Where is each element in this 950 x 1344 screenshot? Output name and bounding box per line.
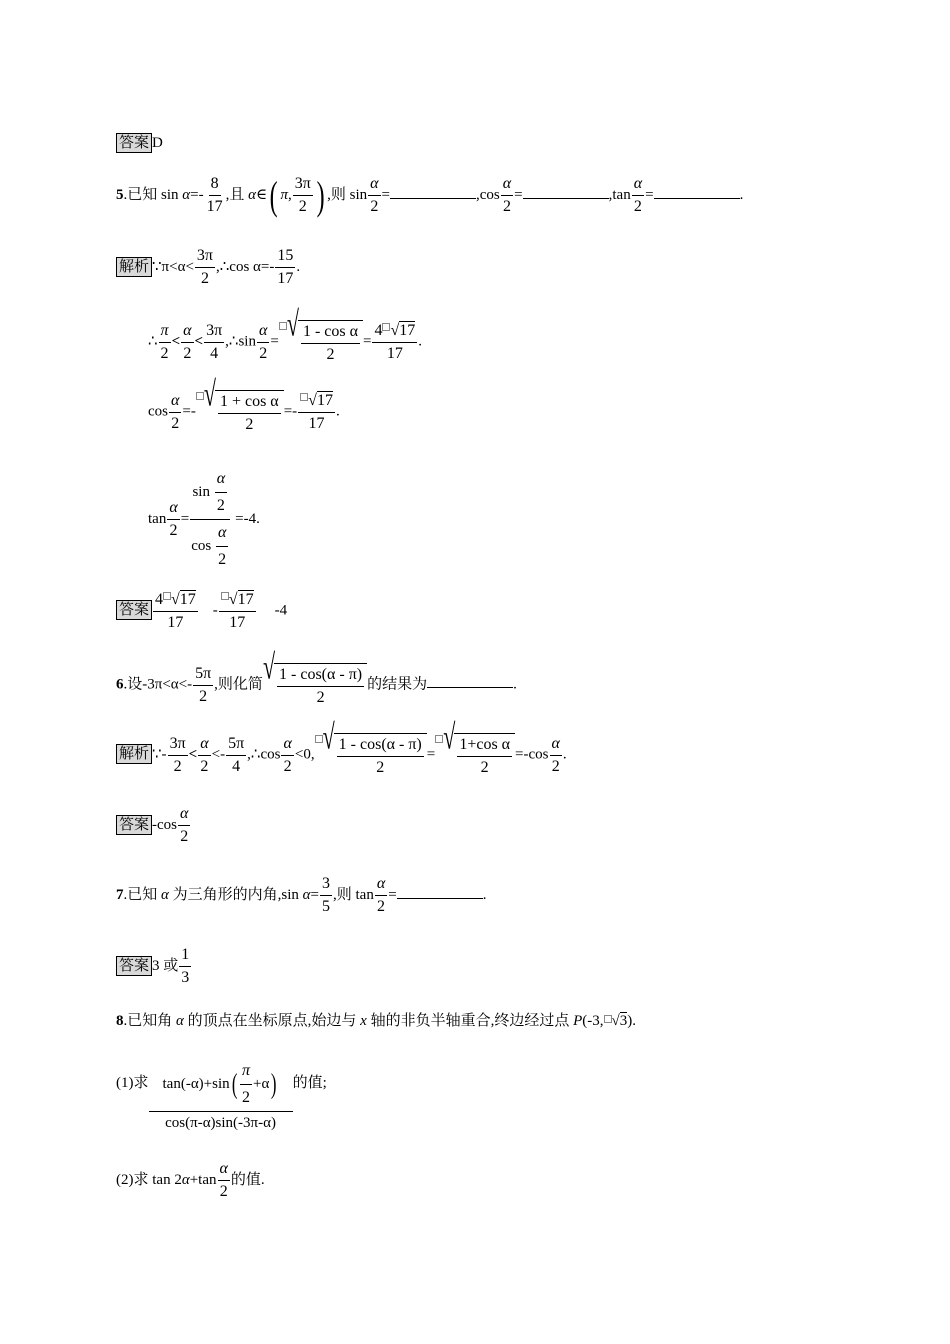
compound-fraction xyxy=(149,1062,293,1131)
text: = xyxy=(388,886,397,903)
therefore: ∴ xyxy=(148,333,158,350)
den: 17 xyxy=(277,270,294,287)
fraction-alpha-2 xyxy=(169,392,181,433)
text: ,∴sin xyxy=(225,333,256,350)
text: 的值. xyxy=(230,1171,265,1188)
question-8-part-1 xyxy=(116,1062,327,1131)
placeholder-box-icon xyxy=(196,392,204,400)
question-8: 8.已知角 α 的顶点在坐标原点,始边与 x 轴的非负半轴重合,终边经过点 P(-3, √3). xyxy=(116,1013,636,1029)
eq: = xyxy=(270,333,279,350)
compound-fraction xyxy=(189,470,231,569)
fraction-alpha-2 xyxy=(178,805,190,846)
alpha: α xyxy=(248,186,256,203)
num: π xyxy=(159,322,171,343)
text: . xyxy=(562,746,567,763)
den: 3 xyxy=(181,969,190,986)
num: 3π xyxy=(168,735,188,756)
den: 2 xyxy=(169,522,178,539)
radical-sign-icon: √ xyxy=(262,646,276,687)
text: +α xyxy=(252,1075,270,1092)
fraction-pi-2 xyxy=(240,1062,252,1107)
fraction-15-17 xyxy=(275,247,295,288)
text: . xyxy=(335,403,340,420)
num: α xyxy=(218,1160,230,1181)
answer-frac-1: $\frac{4 √17}{17}$ xyxy=(155,591,196,631)
text: ,则化简 xyxy=(214,676,263,693)
den: 2 xyxy=(160,344,169,362)
text: . xyxy=(513,676,517,693)
text: ,则 sin xyxy=(327,186,368,203)
point-P: P xyxy=(573,1013,583,1029)
question-number: 6 xyxy=(116,676,124,693)
num: α xyxy=(632,175,644,196)
text: 3 或 xyxy=(152,957,179,974)
den: 2 xyxy=(200,757,209,775)
fraction-alpha-2 xyxy=(257,322,269,363)
fraction-5pi-4 xyxy=(226,735,246,776)
text: ∵- xyxy=(152,746,167,763)
num: α xyxy=(178,805,190,826)
den: 2 xyxy=(245,416,254,433)
den: 2 xyxy=(316,689,325,706)
text: (-3, xyxy=(582,1013,604,1029)
solution-tag: 解析 xyxy=(116,744,152,764)
num: α xyxy=(198,735,210,756)
num: α xyxy=(169,392,181,413)
placeholder-box-icon xyxy=(435,735,443,743)
text: =- xyxy=(283,403,298,420)
fraction-alpha-2 xyxy=(181,322,193,363)
num: 3π xyxy=(204,322,224,343)
answer-tag: 答案 xyxy=(116,600,152,620)
den: 2 xyxy=(180,828,189,845)
num: 1 - cos α xyxy=(301,323,360,344)
alpha: α xyxy=(182,186,191,203)
answer-blank[interactable] xyxy=(523,197,609,199)
text: =- xyxy=(182,403,196,420)
text: .已知 xyxy=(123,886,162,903)
question-number: 8 xyxy=(116,1013,124,1029)
answer-value: -4 xyxy=(274,602,288,619)
fraction xyxy=(457,736,512,777)
text: =- xyxy=(190,186,204,203)
paren-open: ( xyxy=(269,172,278,218)
minus: - xyxy=(212,602,218,619)
text: = xyxy=(514,186,523,203)
fraction-alpha-2 xyxy=(375,875,387,916)
den: 17 xyxy=(229,614,246,631)
den: 2 xyxy=(551,757,560,775)
fraction-alpha-2 xyxy=(198,735,210,776)
num: 3 xyxy=(320,875,332,896)
fraction xyxy=(337,736,424,777)
text: ). xyxy=(627,1013,636,1029)
den: 2 xyxy=(171,414,180,432)
radicand: 3 xyxy=(619,1013,628,1029)
paren-open: ( xyxy=(231,1068,238,1100)
fraction-3pi-2 xyxy=(293,175,313,216)
text: 的结果为 xyxy=(367,676,428,693)
fraction xyxy=(277,666,364,707)
alpha: α xyxy=(176,1013,184,1029)
text: ,且 xyxy=(225,186,249,203)
answer-value: D xyxy=(152,135,163,151)
radical-sign-icon: √ xyxy=(203,373,216,414)
radical-sign-icon: √ xyxy=(443,716,456,757)
x-var: x xyxy=(360,1013,367,1029)
placeholder-box-icon xyxy=(279,322,287,330)
text: ,cos xyxy=(476,186,500,203)
num: α xyxy=(216,524,228,547)
question-8-part-2 xyxy=(116,1160,265,1201)
radicand: 17 xyxy=(399,322,416,339)
fraction-alpha-2 xyxy=(215,470,227,515)
num: α xyxy=(167,499,179,520)
den: 2 xyxy=(376,759,385,776)
text: . xyxy=(418,333,422,350)
text: tan xyxy=(148,510,167,527)
den: 2 xyxy=(183,344,192,362)
num: 3π xyxy=(195,247,215,268)
alpha: α xyxy=(181,1171,190,1188)
question-6 xyxy=(116,646,517,707)
den: 17 xyxy=(206,198,223,215)
answer-blank[interactable] xyxy=(397,897,483,899)
num: α xyxy=(215,470,227,493)
text: ,则 tan xyxy=(333,886,374,903)
fraction-4root17-17: $\frac{4 √17}{17}$ xyxy=(374,322,416,362)
text: 的顶点在坐标原点,始边与 xyxy=(183,1013,361,1029)
placeholder-box-icon xyxy=(300,393,308,401)
text: .已知角 xyxy=(123,1013,177,1029)
radical xyxy=(443,716,515,777)
text: -cos xyxy=(152,816,178,833)
paren-close: ) xyxy=(316,172,325,218)
solution-6 xyxy=(116,716,567,777)
text: ,∴cos α=- xyxy=(216,258,275,275)
num: 5π xyxy=(193,665,213,686)
question-7 xyxy=(116,875,486,916)
num: α xyxy=(375,875,387,896)
answer-blank[interactable] xyxy=(654,197,740,199)
answer-tag: 答案 xyxy=(116,133,152,153)
text: 为三角形的内角,sin xyxy=(168,886,303,903)
coef: 4 xyxy=(374,322,383,339)
text: <0, xyxy=(294,746,315,763)
alpha: α xyxy=(161,886,169,903)
text: =-cos xyxy=(515,746,549,763)
eq: = xyxy=(180,510,190,527)
den: 5 xyxy=(322,898,330,915)
answer-blank[interactable] xyxy=(427,686,513,688)
radical xyxy=(322,716,427,777)
solution-5-line-3 xyxy=(148,373,340,434)
fraction-3pi-4 xyxy=(204,322,224,363)
fraction-alpha-2 xyxy=(550,735,562,776)
num: 1 + cos α xyxy=(218,393,281,414)
text: ∈ xyxy=(256,186,268,203)
den: 17 xyxy=(308,415,325,432)
num: 8 xyxy=(209,175,221,196)
text: = xyxy=(381,186,390,203)
text: . xyxy=(739,186,744,203)
num: α xyxy=(368,175,380,196)
solution-5-line-2 xyxy=(148,303,422,364)
text: . xyxy=(482,886,487,903)
den: 2 xyxy=(283,757,292,775)
den: 17 xyxy=(167,614,184,631)
radicand: 17 xyxy=(237,591,254,608)
paren-close: ) xyxy=(271,1068,277,1100)
answer-7 xyxy=(116,946,192,987)
num: 1+cos α xyxy=(457,736,512,757)
den: 2 xyxy=(326,346,335,363)
num: 1 - cos(α - π) xyxy=(337,736,424,757)
radical xyxy=(286,303,363,364)
fraction-8-17 xyxy=(205,175,225,216)
num: α xyxy=(550,735,562,756)
num: π xyxy=(240,1062,252,1085)
sin: sin xyxy=(192,483,210,500)
fraction xyxy=(218,393,281,434)
den: 2 xyxy=(241,1089,250,1106)
answer-6 xyxy=(116,805,191,846)
den: 2 xyxy=(218,551,227,568)
text: =-4. xyxy=(231,510,260,527)
text: = xyxy=(310,886,319,903)
fraction-alpha-2 xyxy=(281,735,293,776)
text: +tan xyxy=(189,1171,217,1188)
den: 2 xyxy=(298,198,307,215)
fraction-alpha-2 xyxy=(368,175,380,216)
fraction-root17-17: $\frac{√17}{17}$ xyxy=(298,391,335,433)
fraction-5pi-2 xyxy=(193,665,213,706)
radicand: 17 xyxy=(179,591,196,608)
text: 轴的非负半轴重合,终边经过点 xyxy=(366,1013,574,1029)
text: = xyxy=(645,186,654,203)
answer-frac-2: $\frac{√17}{17}$ xyxy=(219,590,256,632)
radicand: 17 xyxy=(316,392,333,409)
text: cos xyxy=(148,403,168,420)
alpha: α xyxy=(302,886,311,903)
fraction-alpha-2 xyxy=(216,524,228,569)
text: ,∴cos xyxy=(247,746,281,763)
den: 2 xyxy=(502,198,511,215)
text: (1)求 xyxy=(116,1075,149,1091)
text: .设-3π<α<- xyxy=(123,676,193,693)
placeholder-box-icon xyxy=(604,1015,612,1023)
solution-5-line-1 xyxy=(116,247,300,288)
den: 4 xyxy=(232,757,241,775)
answer-blank[interactable] xyxy=(390,197,476,199)
denominator: cos(π-α)sin(-3π-α) xyxy=(165,1115,276,1131)
solution-tag: 解析 xyxy=(116,257,152,277)
den: 2 xyxy=(219,1183,228,1200)
fraction-3pi-2 xyxy=(195,247,215,288)
num: 1 xyxy=(179,946,191,967)
answer-5 xyxy=(116,590,287,632)
den: 2 xyxy=(259,344,268,362)
num: 3π xyxy=(293,175,313,196)
den: 2 xyxy=(370,198,379,215)
placeholder-box-icon xyxy=(163,592,171,600)
fraction-3-5 xyxy=(320,875,332,916)
answer-prev xyxy=(116,133,163,153)
text: . xyxy=(296,258,301,275)
text: .已知 sin xyxy=(123,186,183,203)
den: 17 xyxy=(386,345,403,362)
num: 5π xyxy=(226,735,246,756)
radical xyxy=(203,373,284,434)
fraction-alpha-2 xyxy=(632,175,644,216)
fraction-alpha-2 xyxy=(167,499,179,540)
text: 的值; xyxy=(292,1075,327,1091)
lt: < xyxy=(188,746,198,763)
placeholder-box-icon xyxy=(382,323,390,331)
cos: cos xyxy=(191,537,212,554)
lt: < xyxy=(194,333,204,350)
den: 2 xyxy=(377,898,386,915)
num: α xyxy=(257,322,269,343)
radical-sign-icon: √ xyxy=(322,716,335,757)
fraction-pi-2 xyxy=(159,322,171,363)
num: α xyxy=(501,175,513,196)
den: 2 xyxy=(480,759,489,776)
num: 15 xyxy=(275,247,295,268)
placeholder-box-icon xyxy=(221,592,229,600)
question-5: 5.已知 sin α=- $\frac{8}{17}$ ,且 α∈( π, $\frac{3\pi}{2}$ ) ,则 sin $\frac{\alpha}{2}$ = ,cos $\frac{\alpha}{2}$ = ,tan $\frac{\alpha}{2}$ = . xyxy=(116,172,744,218)
lt: < xyxy=(171,333,181,350)
num: α xyxy=(181,322,193,343)
den: 2 xyxy=(216,497,225,514)
fraction-alpha-2 xyxy=(218,1160,230,1201)
question-number: 7 xyxy=(116,886,124,903)
radical xyxy=(262,646,367,707)
eq: = xyxy=(426,746,436,763)
pi: π xyxy=(280,186,288,203)
fraction-3pi-2 xyxy=(168,735,188,776)
radical-sign-icon: √ xyxy=(286,303,299,344)
text: ,tan xyxy=(608,186,631,203)
text: ∵π<α< xyxy=(152,258,194,275)
den: 2 xyxy=(200,270,209,287)
text: tan(-α)+sin xyxy=(162,1075,230,1092)
fraction-1-3 xyxy=(179,946,191,987)
eq: = xyxy=(362,333,372,350)
question-number: 5 xyxy=(116,186,124,203)
den: 2 xyxy=(633,198,642,215)
text: (2)求 tan 2 xyxy=(116,1171,182,1188)
answer-tag: 答案 xyxy=(116,815,152,835)
den: 4 xyxy=(210,344,219,362)
solution-5-line-4 xyxy=(148,470,260,569)
answer-tag: 答案 xyxy=(116,956,152,976)
placeholder-box-icon xyxy=(315,735,323,743)
coef: 4 xyxy=(155,591,164,608)
den: 2 xyxy=(173,757,182,775)
text: <- xyxy=(211,746,226,763)
fraction xyxy=(301,323,360,364)
den: 2 xyxy=(199,687,208,705)
num: 1 - cos(α - π) xyxy=(277,666,364,687)
num: α xyxy=(281,735,293,756)
fraction-alpha-2 xyxy=(501,175,513,216)
